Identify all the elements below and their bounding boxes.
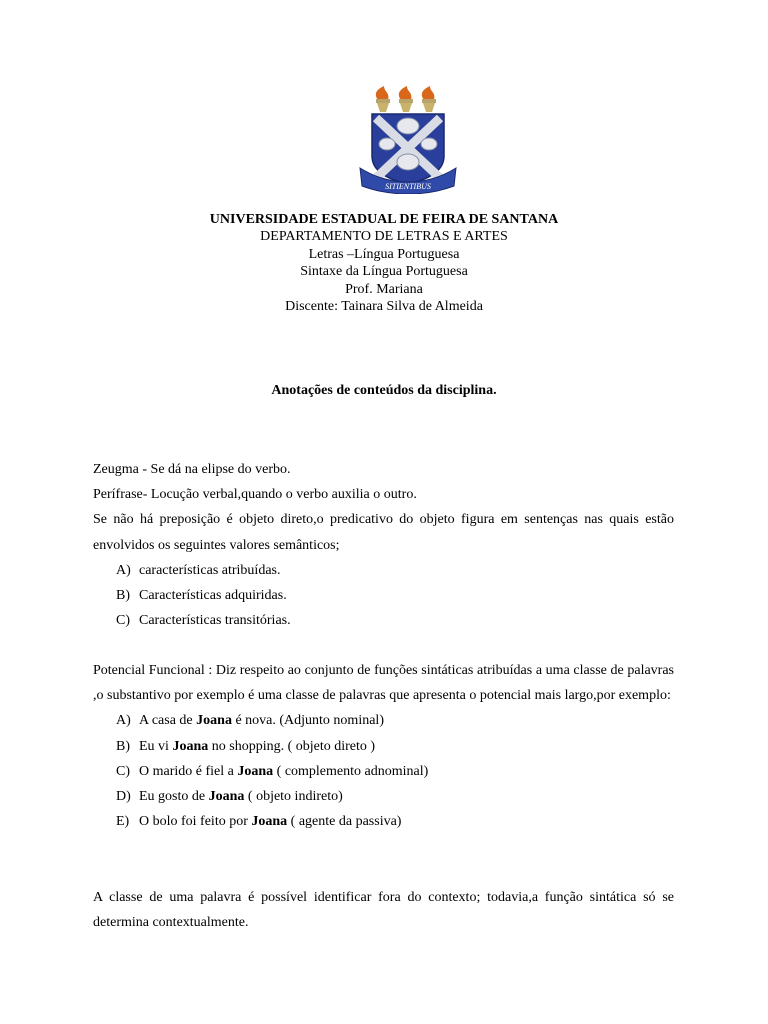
list-item: D) Eu gosto de Joana ( objeto indireto): [116, 789, 343, 805]
zeugma-line: Zeugma - Se dá na elipse do verbo.: [93, 462, 291, 477]
torch-right: [422, 86, 436, 112]
document-header: [0, 211, 768, 315]
course-name: Letras –Língua Portuguesa: [308, 246, 460, 262]
classe-paragraph: A classe de uma palavra é possível identificar fora do contexto; todavia,a função sintática só se determina contextualmente.: [93, 890, 674, 931]
list-item: B) Características adquiridas.: [116, 588, 287, 604]
list-item: A) A casa de Joana é nova. (Adjunto nominal): [116, 713, 384, 729]
university-crest-logo: [358, 86, 458, 194]
potencial-paragraph: Potencial Funcional : Diz respeito ao conjunto de funções sintáticas atribuídas a uma classe de palavras ,o substantivo por exemplo é uma classe de palavras que apresenta o potencial mais largo,por exemplo:: [93, 663, 674, 704]
department-name: DEPARTAMENTO DE LETRAS E ARTES: [260, 229, 508, 245]
torch-left: [376, 86, 390, 112]
professor-name: Prof. Mariana: [345, 281, 423, 297]
list-item: E) O bolo foi feito por Joana ( agente da passiva): [116, 814, 402, 830]
student-name: Discente: Tainara Silva de Almeida: [285, 299, 483, 315]
motto-text: SITIENTIBUS: [385, 182, 431, 191]
subject-name: Sintaxe da Língua Portuguesa: [300, 264, 468, 280]
list-item: B) Eu vi Joana no shopping. ( objeto direto ): [116, 738, 376, 754]
preposition-paragraph: Se não há preposição é objeto direto,o predicativo do objeto figura em sentenças nas quais estão envolvidos os seguintes valores semânticos;: [93, 512, 674, 553]
examples-list: [93, 708, 674, 834]
semantic-values-list: [93, 558, 674, 634]
section-potencial-funcional: [93, 658, 674, 834]
section-classe-palavra: [93, 885, 674, 935]
torch-center: [399, 86, 413, 112]
list-item: C) Características transitórias.: [116, 613, 291, 629]
list-item: A) características atribuídas.: [116, 562, 281, 578]
university-name: UNIVERSIDADE ESTADUAL DE FEIRA DE SANTANA: [209, 212, 559, 227]
list-item: C) O marido é fiel a Joana ( complemento adnominal): [116, 763, 429, 779]
section-zeugma: [93, 457, 674, 633]
perifrase-line: Perífrase- Locução verbal,quando o verbo auxilia o outro.: [93, 487, 417, 503]
document-title: Anotações de conteúdos da disciplina.: [271, 383, 497, 398]
